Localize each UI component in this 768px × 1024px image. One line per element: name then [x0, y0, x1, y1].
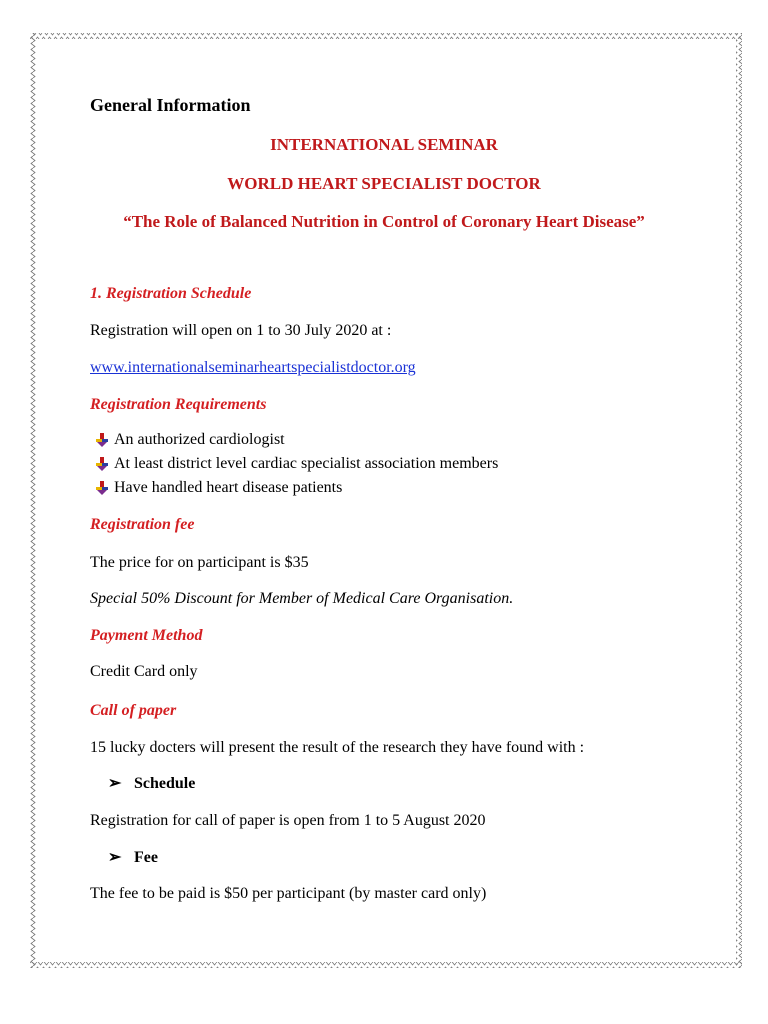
requirement-label: An authorized cardiologist — [114, 431, 285, 448]
requirement-item — [114, 454, 498, 474]
call-of-paper-intro: 15 lucky docters will present the result of the research they have found with : — [90, 739, 585, 756]
schedule-text: Registration for call of paper is open from 1 to 5 August 2020 — [90, 812, 486, 829]
fee-text: The fee to be paid is $50 per participant (by master card only) — [90, 885, 487, 902]
general-information-title: General Information — [90, 95, 251, 115]
registration-url-link[interactable]: www.internationalseminarheartspecialistdoctor.org — [90, 359, 416, 376]
payment-method-heading: Payment Method — [90, 627, 203, 644]
payment-method-text: Credit Card only — [90, 663, 198, 680]
requirement-item — [114, 478, 342, 498]
arrowhead-bullet-icon: ➢ — [108, 775, 122, 792]
four-color-arrow-bullet-icon — [94, 432, 110, 448]
registration-fee-heading: Registration fee — [90, 516, 195, 533]
requirement-item — [114, 430, 285, 450]
discount-text: Special 50% Discount for Member of Medical Care Organisation. — [90, 590, 514, 607]
requirement-label: At least district level cardiac specialist association members — [114, 455, 499, 472]
schedule-label: Schedule — [134, 775, 196, 792]
registration-requirements-heading: Registration Requirements — [90, 396, 267, 413]
arrowhead-bullet-icon: ➢ — [108, 849, 122, 866]
registration-schedule-heading: 1. Registration Schedule — [90, 285, 252, 302]
fee-label: Fee — [134, 849, 158, 866]
four-color-arrow-bullet-icon — [94, 456, 110, 472]
seminar-title: INTERNATIONAL SEMINAR — [270, 135, 498, 154]
call-of-paper-heading: Call of paper — [90, 702, 177, 719]
fee-subheading — [108, 848, 158, 868]
price-text: The price for on participant is $35 — [90, 554, 309, 571]
four-color-arrow-bullet-icon — [94, 480, 110, 496]
schedule-subheading — [108, 774, 195, 794]
registration-open-text: Registration will open on 1 to 30 July 2020 at : — [90, 322, 392, 339]
seminar-theme: “The Role of Balanced Nutrition in Control of Coronary Heart Disease” — [123, 212, 645, 231]
requirement-label: Have handled heart disease patients — [114, 479, 343, 496]
seminar-subtitle: WORLD HEART SPECIALIST DOCTOR — [227, 174, 541, 193]
